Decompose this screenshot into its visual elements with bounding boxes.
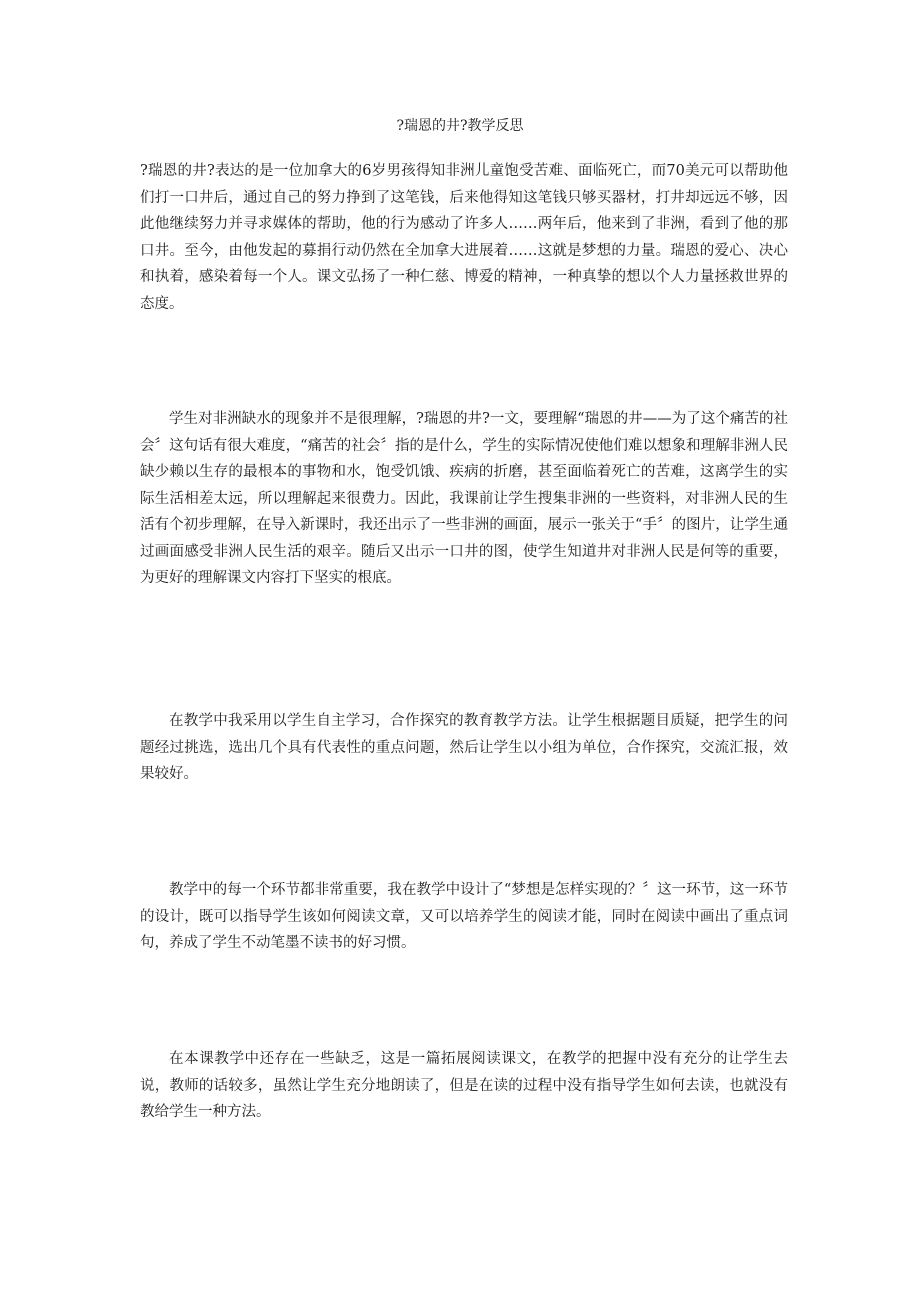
document-title: ?瑞恩的井?教学反思 — [396, 118, 524, 134]
paragraph-design: 教学中的每一个环节都非常重要，我在教学中设计了“梦想是怎样实现的？〞这一环节，这一环节的设计，既可以指导学生该如何阅读文章，又可以培养学生的阅读才能，同时在阅读中画出了重点词句，养成了学生不动笔墨不读书的好习惯。 — [140, 882, 788, 951]
paragraph-understanding: 学生对非洲缺水的现象并不是很理解，?瑞恩的井?一文，要理解“瑞恩的井——为了这个痛苦的社会〞这句话有很大难度，“痛苦的社会〞指的是什么，学生的实际情况使他们难以想象和理解非洲人民缺少赖以生存的最根本的事物和水，饱受饥饿、疾病的折磨，甚至面临着死亡的苦难，这离学生的实际生活相差太远，所以理解起来很费力。因此，我课前让学生搜集非洲的一些资料，对非洲人民的生活有个初步理解，在导入新课时，我还出示了一些非洲的画面，展示一张关于“手〞的图片，让学生通过画面感受非洲人民生活的艰辛。随后又出示一口井的图，使学生知道井对非洲人民是何等的重要，为更好的理解课文内容打下坚实的根底。 — [140, 411, 788, 586]
paragraph-method: 在教学中我采用以学生自主学习，合作探究的教育教学方法。让学生根据题目质疑，把学生的问题经过挑选，选出几个具有代表性的重点问题，然后让学生以小组为单位，合作探究，交流汇报，效果较好。 — [140, 713, 788, 782]
paragraph-shortcoming: 在本课教学中还存在一些缺乏，这是一篇拓展阅读课文，在教学的把握中没有充分的让学生去说，教师的话较多，虽然让学生充分地朗读了，但是在读的过程中没有指导学生如何去读，也就没有教给学生一种方法。 — [140, 1051, 788, 1120]
paragraph-intro: ?瑞恩的井?表达的是一位加拿大的6岁男孩得知非洲儿童饱受苦难、面临死亡，而70美元可以帮助他们打一口井后，通过自己的努力挣到了这笔钱，后来他得知这笔钱只够买器材，打井却远远不够，因此他继续努力并寻求媒体的帮助，他的行为感动了许多人……两年后，他来到了非洲，看到了他的那口井。至今，由他发起的募捐行动仍然在全加拿大进展着……这就是梦想的力量。瑞恩的爱心、决心和执着，感染着每一个人。课文弘扬了一种仁慈、博爱的精神，一种真挚的想以个人力量拯救世界的态度。 — [140, 163, 788, 312]
